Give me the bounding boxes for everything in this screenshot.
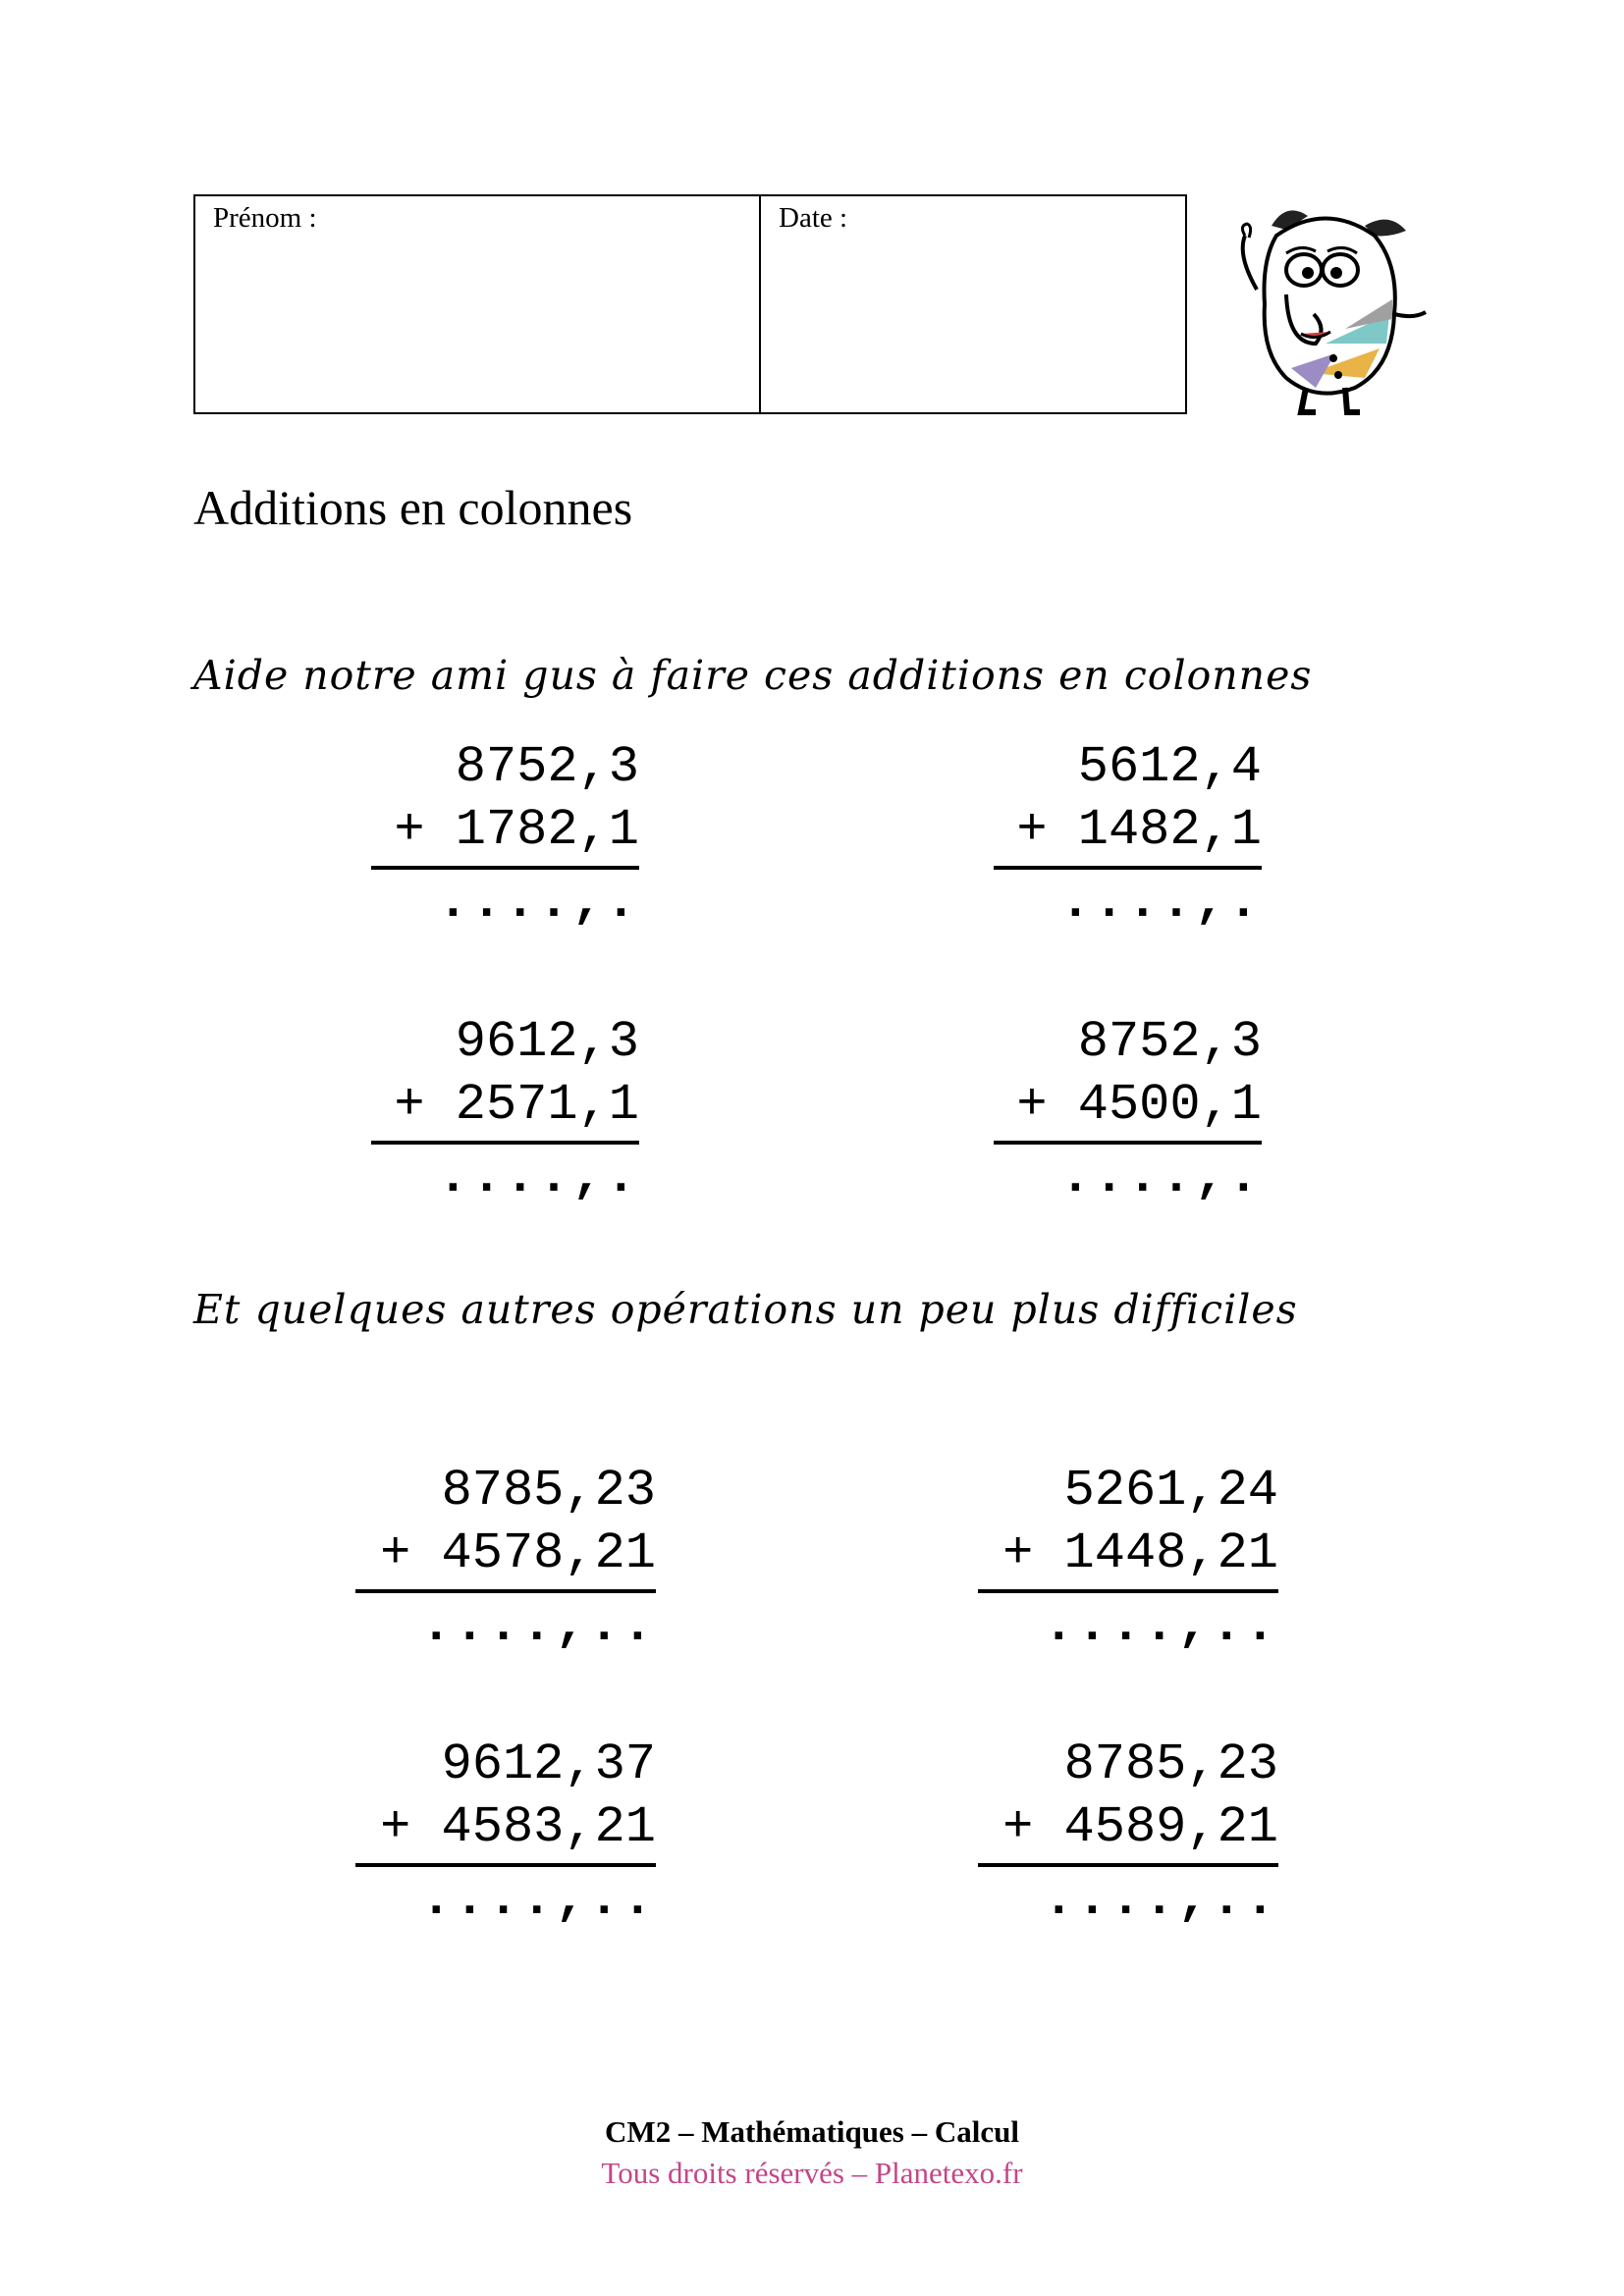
operation-1 <box>371 736 639 934</box>
footer-course: CM2 – Mathématiques – Calcul <box>605 2114 1019 2149</box>
operand-a: 8785,23 <box>441 1462 656 1520</box>
operation-4 <box>994 1011 1262 1209</box>
operand-a: 8785,23 <box>1063 1735 1278 1793</box>
student-info-box <box>193 194 1187 414</box>
sum-line <box>994 866 1262 870</box>
operation-2 <box>994 736 1262 934</box>
operation-8 <box>978 1734 1278 1932</box>
answer-field[interactable]: ....,.. <box>1043 1871 1278 1929</box>
operand-a: 9612,37 <box>441 1735 656 1793</box>
operation-6 <box>978 1460 1278 1658</box>
sum-line <box>355 1589 656 1593</box>
operand-a: 5612,4 <box>1077 738 1262 796</box>
answer-field[interactable]: ....,.. <box>420 1597 656 1655</box>
operand-b: + 4578,21 <box>380 1524 656 1582</box>
sum-line <box>978 1589 1278 1593</box>
page-title: Additions en colonnes <box>193 480 633 535</box>
sum-line <box>994 1141 1262 1145</box>
operand-a: 8752,3 <box>455 738 639 796</box>
prenom-label: Prénom : <box>213 202 317 234</box>
answer-field[interactable]: ....,. <box>437 1148 639 1206</box>
answer-field[interactable]: ....,.. <box>420 1871 656 1929</box>
operation-5 <box>355 1460 656 1658</box>
section2-instruction: Et quelques autres opérations un peu plus difficiles <box>193 1286 1298 1333</box>
operand-a: 5261,24 <box>1063 1462 1278 1520</box>
answer-field[interactable]: ....,. <box>1059 1148 1262 1206</box>
operand-b: + 1782,1 <box>394 801 639 859</box>
sheep-mascot-icon <box>1218 196 1434 417</box>
sum-line <box>978 1863 1278 1867</box>
answer-field[interactable]: ....,. <box>1059 874 1262 932</box>
footer-copyright: Tous droits réservés – Planetexo.fr <box>601 2156 1023 2190</box>
section1-instruction: Aide notre ami gus à faire ces additions en colonnes <box>193 652 1313 699</box>
date-label: Date : <box>779 202 848 234</box>
operand-a: 9612,3 <box>455 1013 639 1071</box>
operation-3 <box>371 1011 639 1209</box>
date-field[interactable] <box>761 196 1185 412</box>
operand-b: + 4589,21 <box>1002 1798 1278 1856</box>
operand-b: + 1482,1 <box>1016 801 1262 859</box>
operand-b: + 2571,1 <box>394 1076 639 1134</box>
sum-line <box>355 1863 656 1867</box>
operand-b: + 4500,1 <box>1016 1076 1262 1134</box>
operation-7 <box>355 1734 656 1932</box>
sum-line <box>371 1141 639 1145</box>
operand-a: 8752,3 <box>1077 1013 1262 1071</box>
operand-b: + 1448,21 <box>1002 1524 1278 1582</box>
operand-b: + 4583,21 <box>380 1798 656 1856</box>
answer-field[interactable]: ....,.. <box>1043 1597 1278 1655</box>
answer-field[interactable]: ....,. <box>437 874 639 932</box>
prenom-field[interactable] <box>195 196 761 412</box>
sum-line <box>371 866 639 870</box>
